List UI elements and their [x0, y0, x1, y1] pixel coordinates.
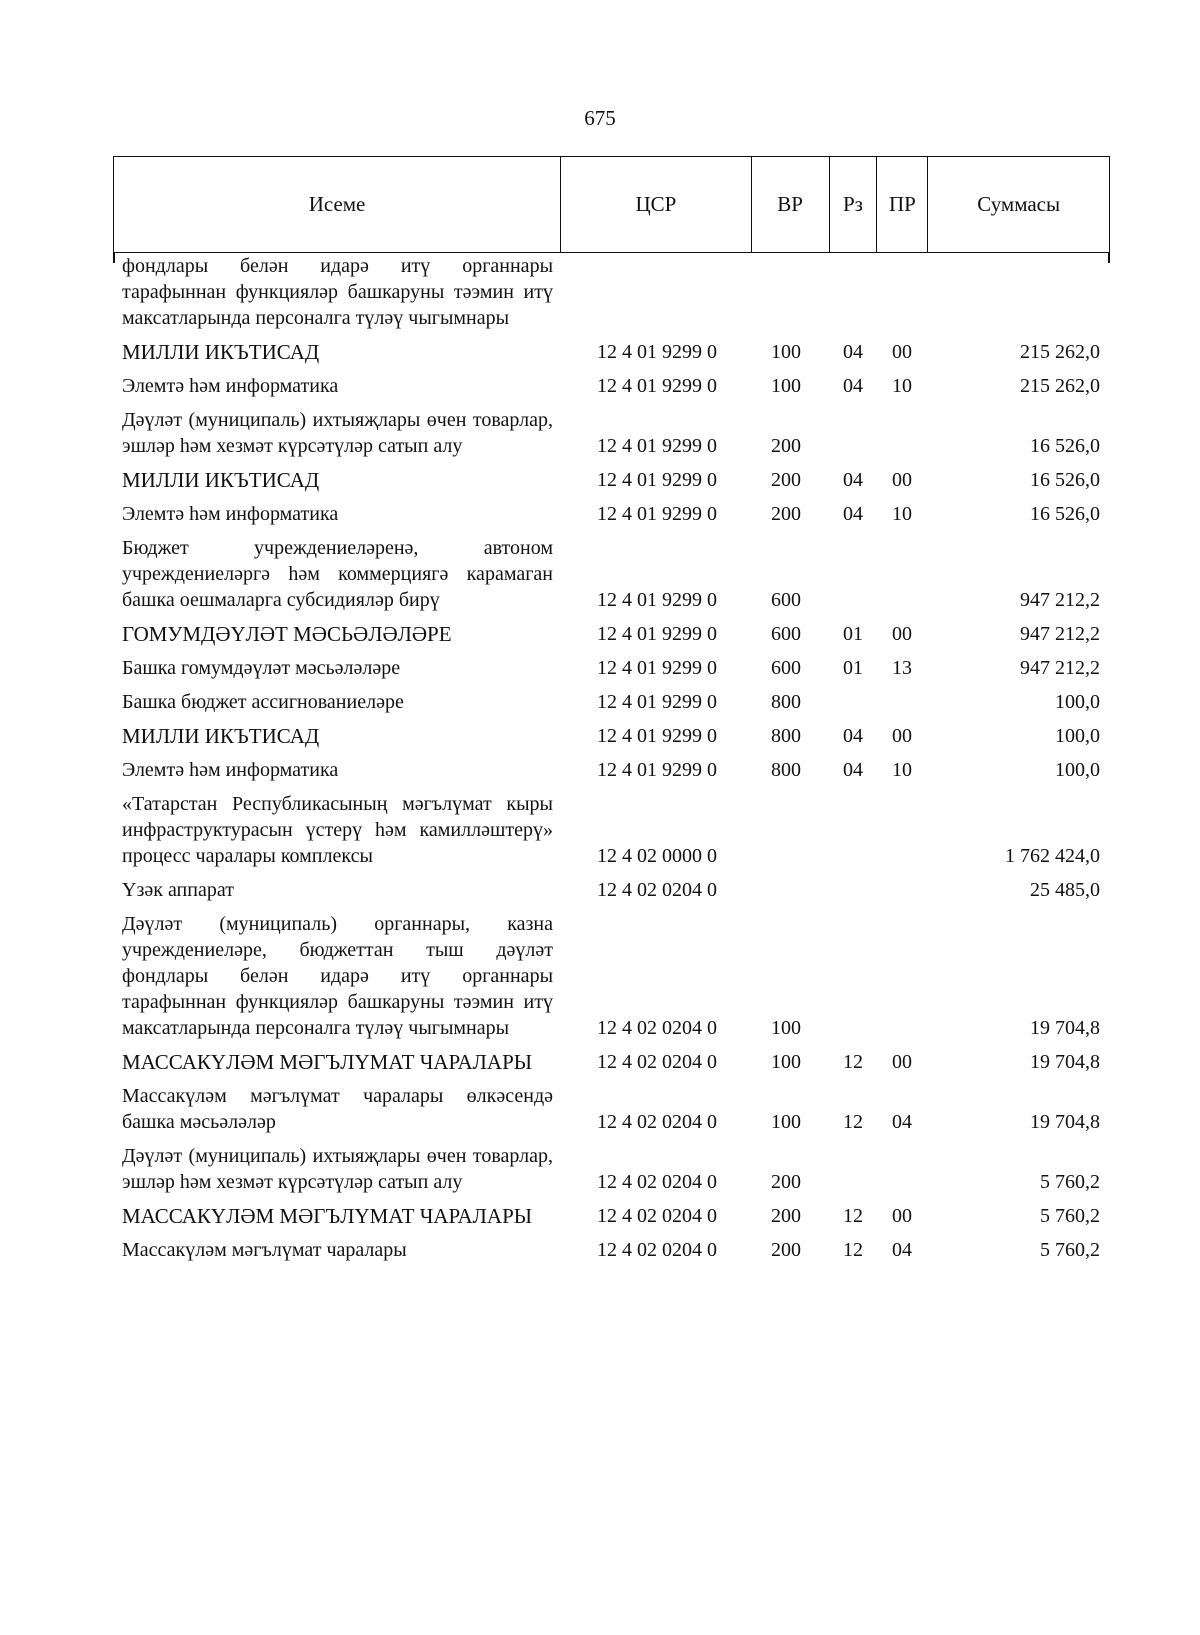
cell-name: МАССАКҮЛӘМ МӘГЪЛҮМАТ ЧАРАЛАРЫ — [122, 1204, 533, 1228]
cell-sum: 5 760,2 — [1040, 1239, 1100, 1261]
cell-pr: 10 — [892, 375, 912, 397]
table-row — [113, 1143, 1110, 1195]
table-row — [113, 621, 1110, 647]
cell-name: Элемтә һәм информатика — [122, 503, 339, 525]
cell-vr: 800 — [771, 691, 801, 713]
cell-vr: 200 — [771, 435, 801, 457]
cell-name: Дәүләт (муниципаль) ихтыяҗлары өчен товарлар, эшләр һәм хезмәт күрсәтүләр сатып алу — [122, 409, 553, 457]
cell-sum: 947 212,2 — [1020, 589, 1100, 611]
cell-sum: 947 212,2 — [1020, 623, 1100, 645]
table-row — [113, 467, 1110, 493]
cell-csr: 12 4 02 0204 0 — [597, 1051, 717, 1073]
cell-pr: 00 — [892, 623, 912, 645]
cell-csr: 12 4 02 0204 0 — [597, 1205, 717, 1227]
cell-name: МАССАКҮЛӘМ МӘГЪЛҮМАТ ЧАРАЛАРЫ — [122, 1050, 533, 1074]
cell-rz: 12 — [843, 1239, 863, 1261]
cell-name: Элемтә һәм информатика — [122, 759, 339, 781]
cell-csr: 12 4 02 0204 0 — [597, 1111, 717, 1133]
cell-rz: 04 — [843, 375, 863, 397]
cell-sum: 25 485,0 — [1030, 879, 1100, 901]
cell-csr: 12 4 01 9299 0 — [597, 759, 717, 781]
cell-name: МИЛЛИ ИКЪТИСАД — [122, 340, 320, 364]
cell-vr: 800 — [771, 759, 801, 781]
cell-sum: 100,0 — [1055, 725, 1100, 747]
cell-pr: 00 — [892, 1051, 912, 1073]
table-row — [113, 501, 1110, 527]
cell-csr: 12 4 01 9299 0 — [597, 375, 717, 397]
cell-pr: 00 — [892, 469, 912, 491]
cell-pr: 13 — [892, 657, 912, 679]
cell-rz: 01 — [843, 657, 863, 679]
cell-csr: 12 4 02 0204 0 — [597, 1017, 717, 1039]
cell-pr: 04 — [892, 1239, 912, 1261]
cell-rz: 04 — [843, 759, 863, 781]
cell-vr: 100 — [771, 1017, 801, 1039]
cell-pr: 00 — [892, 1205, 912, 1227]
cell-csr: 12 4 01 9299 0 — [597, 725, 717, 747]
cell-csr: 12 4 01 9299 0 — [597, 435, 717, 457]
cell-vr: 100 — [771, 341, 801, 363]
cell-csr: 12 4 01 9299 0 — [597, 623, 717, 645]
cell-name: Массакүләм мәгълүмат чаралары — [122, 1239, 407, 1261]
cell-vr: 800 — [771, 725, 801, 747]
table-row — [113, 1049, 1110, 1075]
cell-sum: 215 262,0 — [1020, 341, 1100, 363]
cell-vr: 200 — [771, 1205, 801, 1227]
table-row — [113, 1083, 1110, 1135]
cell-sum: 19 704,8 — [1030, 1051, 1100, 1073]
cell-rz: 01 — [843, 623, 863, 645]
cell-sum: 19 704,8 — [1030, 1017, 1100, 1039]
table-row — [113, 253, 1110, 331]
cell-vr: 100 — [771, 1111, 801, 1133]
cell-csr: 12 4 01 9299 0 — [597, 691, 717, 713]
cell-sum: 16 526,0 — [1030, 503, 1100, 525]
cell-name: «Татарстан Республикасының мәгълүмат кыры инфраструктурасын үстерү һәм камилләштерү» процесс чаралары комплексы — [122, 793, 553, 867]
cell-csr: 12 4 02 0204 0 — [597, 1171, 717, 1193]
header-pr: ПР — [877, 157, 928, 252]
cell-sum: 215 262,0 — [1020, 375, 1100, 397]
table-header — [113, 156, 1110, 253]
cell-vr: 200 — [771, 503, 801, 525]
cell-pr: 10 — [892, 759, 912, 781]
cell-name: Массакүләм мәгълүмат чаралары өлкәсендә башка мәсьәләләр — [122, 1085, 553, 1133]
cell-rz: 04 — [843, 725, 863, 747]
cell-csr: 12 4 01 9299 0 — [597, 503, 717, 525]
table-row — [113, 757, 1110, 783]
cell-csr: 12 4 02 0000 0 — [597, 845, 717, 867]
cell-sum: 5 760,2 — [1040, 1205, 1100, 1227]
table-body — [113, 253, 1110, 1263]
cell-sum: 16 526,0 — [1030, 435, 1100, 457]
cell-sum: 19 704,8 — [1030, 1111, 1100, 1133]
cell-vr: 600 — [771, 657, 801, 679]
cell-sum: 16 526,0 — [1030, 469, 1100, 491]
cell-sum: 5 760,2 — [1040, 1171, 1100, 1193]
header-csr: ЦСР — [561, 157, 752, 252]
header-name: Исеме — [114, 157, 561, 252]
table-row — [113, 407, 1110, 459]
table-row — [113, 1203, 1110, 1229]
cell-vr: 600 — [771, 589, 801, 611]
header-vr: ВР — [752, 157, 830, 252]
cell-csr: 12 4 01 9299 0 — [597, 469, 717, 491]
cell-name: Дәүләт (муниципаль) органнары, казна учреждениеләре, бюджеттан тыш дәүләт фондлары белән идарә итү органнары тарафыннан функцияләр башкаруны тәэмин итү максатларында персоналга түләү чыгымнары — [122, 913, 553, 1039]
cell-vr: 100 — [771, 1051, 801, 1073]
cell-name: Башка гомумдәүләт мәсьәләләре — [122, 657, 401, 679]
cell-vr: 200 — [771, 1239, 801, 1261]
cell-name: Элемтә һәм информатика — [122, 375, 339, 397]
cell-name: фондлары белән идарә итү органнары тарафыннан функцияләр башкаруны тәэмин итү максатларында персоналга түләү чыгымнары — [122, 255, 553, 329]
table-row — [113, 535, 1110, 613]
table-row — [113, 689, 1110, 715]
cell-sum: 100,0 — [1055, 691, 1100, 713]
page-number: 675 — [584, 106, 616, 130]
cell-name: Үзәк аппарат — [122, 879, 234, 901]
table-row — [113, 877, 1110, 903]
table-row — [113, 339, 1110, 365]
cell-rz: 04 — [843, 469, 863, 491]
cell-pr: 00 — [892, 725, 912, 747]
cell-csr: 12 4 01 9299 0 — [597, 341, 717, 363]
cell-csr: 12 4 02 0204 0 — [597, 879, 717, 901]
cell-sum: 1 762 424,0 — [1005, 845, 1100, 867]
table-row — [113, 1237, 1110, 1263]
cell-name: Башка бюджет ассигнованиеләре — [122, 691, 404, 713]
cell-name: ГОМУМДӘҮЛӘТ МӘСЬӘЛӘЛӘРЕ — [122, 622, 452, 646]
table-row — [113, 911, 1110, 1041]
table-row — [113, 373, 1110, 399]
cell-vr: 200 — [771, 469, 801, 491]
cell-name: Бюджет учреждениеләренә, автоном учреждениеләргә һәм коммерциягә карамаган башка оешмаларга субсидияләр бирү — [122, 537, 553, 611]
cell-rz: 12 — [843, 1205, 863, 1227]
cell-sum: 947 212,2 — [1020, 657, 1100, 679]
cell-csr: 12 4 01 9299 0 — [597, 657, 717, 679]
cell-name: МИЛЛИ ИКЪТИСАД — [122, 468, 320, 492]
cell-csr: 12 4 01 9299 0 — [597, 589, 717, 611]
cell-pr: 10 — [892, 503, 912, 525]
cell-rz: 04 — [843, 503, 863, 525]
header-rz: Рз — [830, 157, 878, 252]
cell-vr: 200 — [771, 1171, 801, 1193]
cell-name: Дәүләт (муниципаль) ихтыяҗлары өчен товарлар, эшләр һәм хезмәт күрсәтүләр сатып алу — [122, 1145, 553, 1193]
cell-pr: 04 — [892, 1111, 912, 1133]
cell-rz: 12 — [843, 1051, 863, 1073]
cell-vr: 100 — [771, 375, 801, 397]
cell-rz: 04 — [843, 341, 863, 363]
cell-pr: 00 — [892, 341, 912, 363]
cell-csr: 12 4 02 0204 0 — [597, 1239, 717, 1261]
table-row — [113, 655, 1110, 681]
cell-sum: 100,0 — [1055, 759, 1100, 781]
cell-vr: 600 — [771, 623, 801, 645]
table-row — [113, 723, 1110, 749]
table-row — [113, 791, 1110, 869]
cell-rz: 12 — [843, 1111, 863, 1133]
cell-name: МИЛЛИ ИКЪТИСАД — [122, 724, 320, 748]
header-sum: Суммасы — [977, 192, 1061, 216]
